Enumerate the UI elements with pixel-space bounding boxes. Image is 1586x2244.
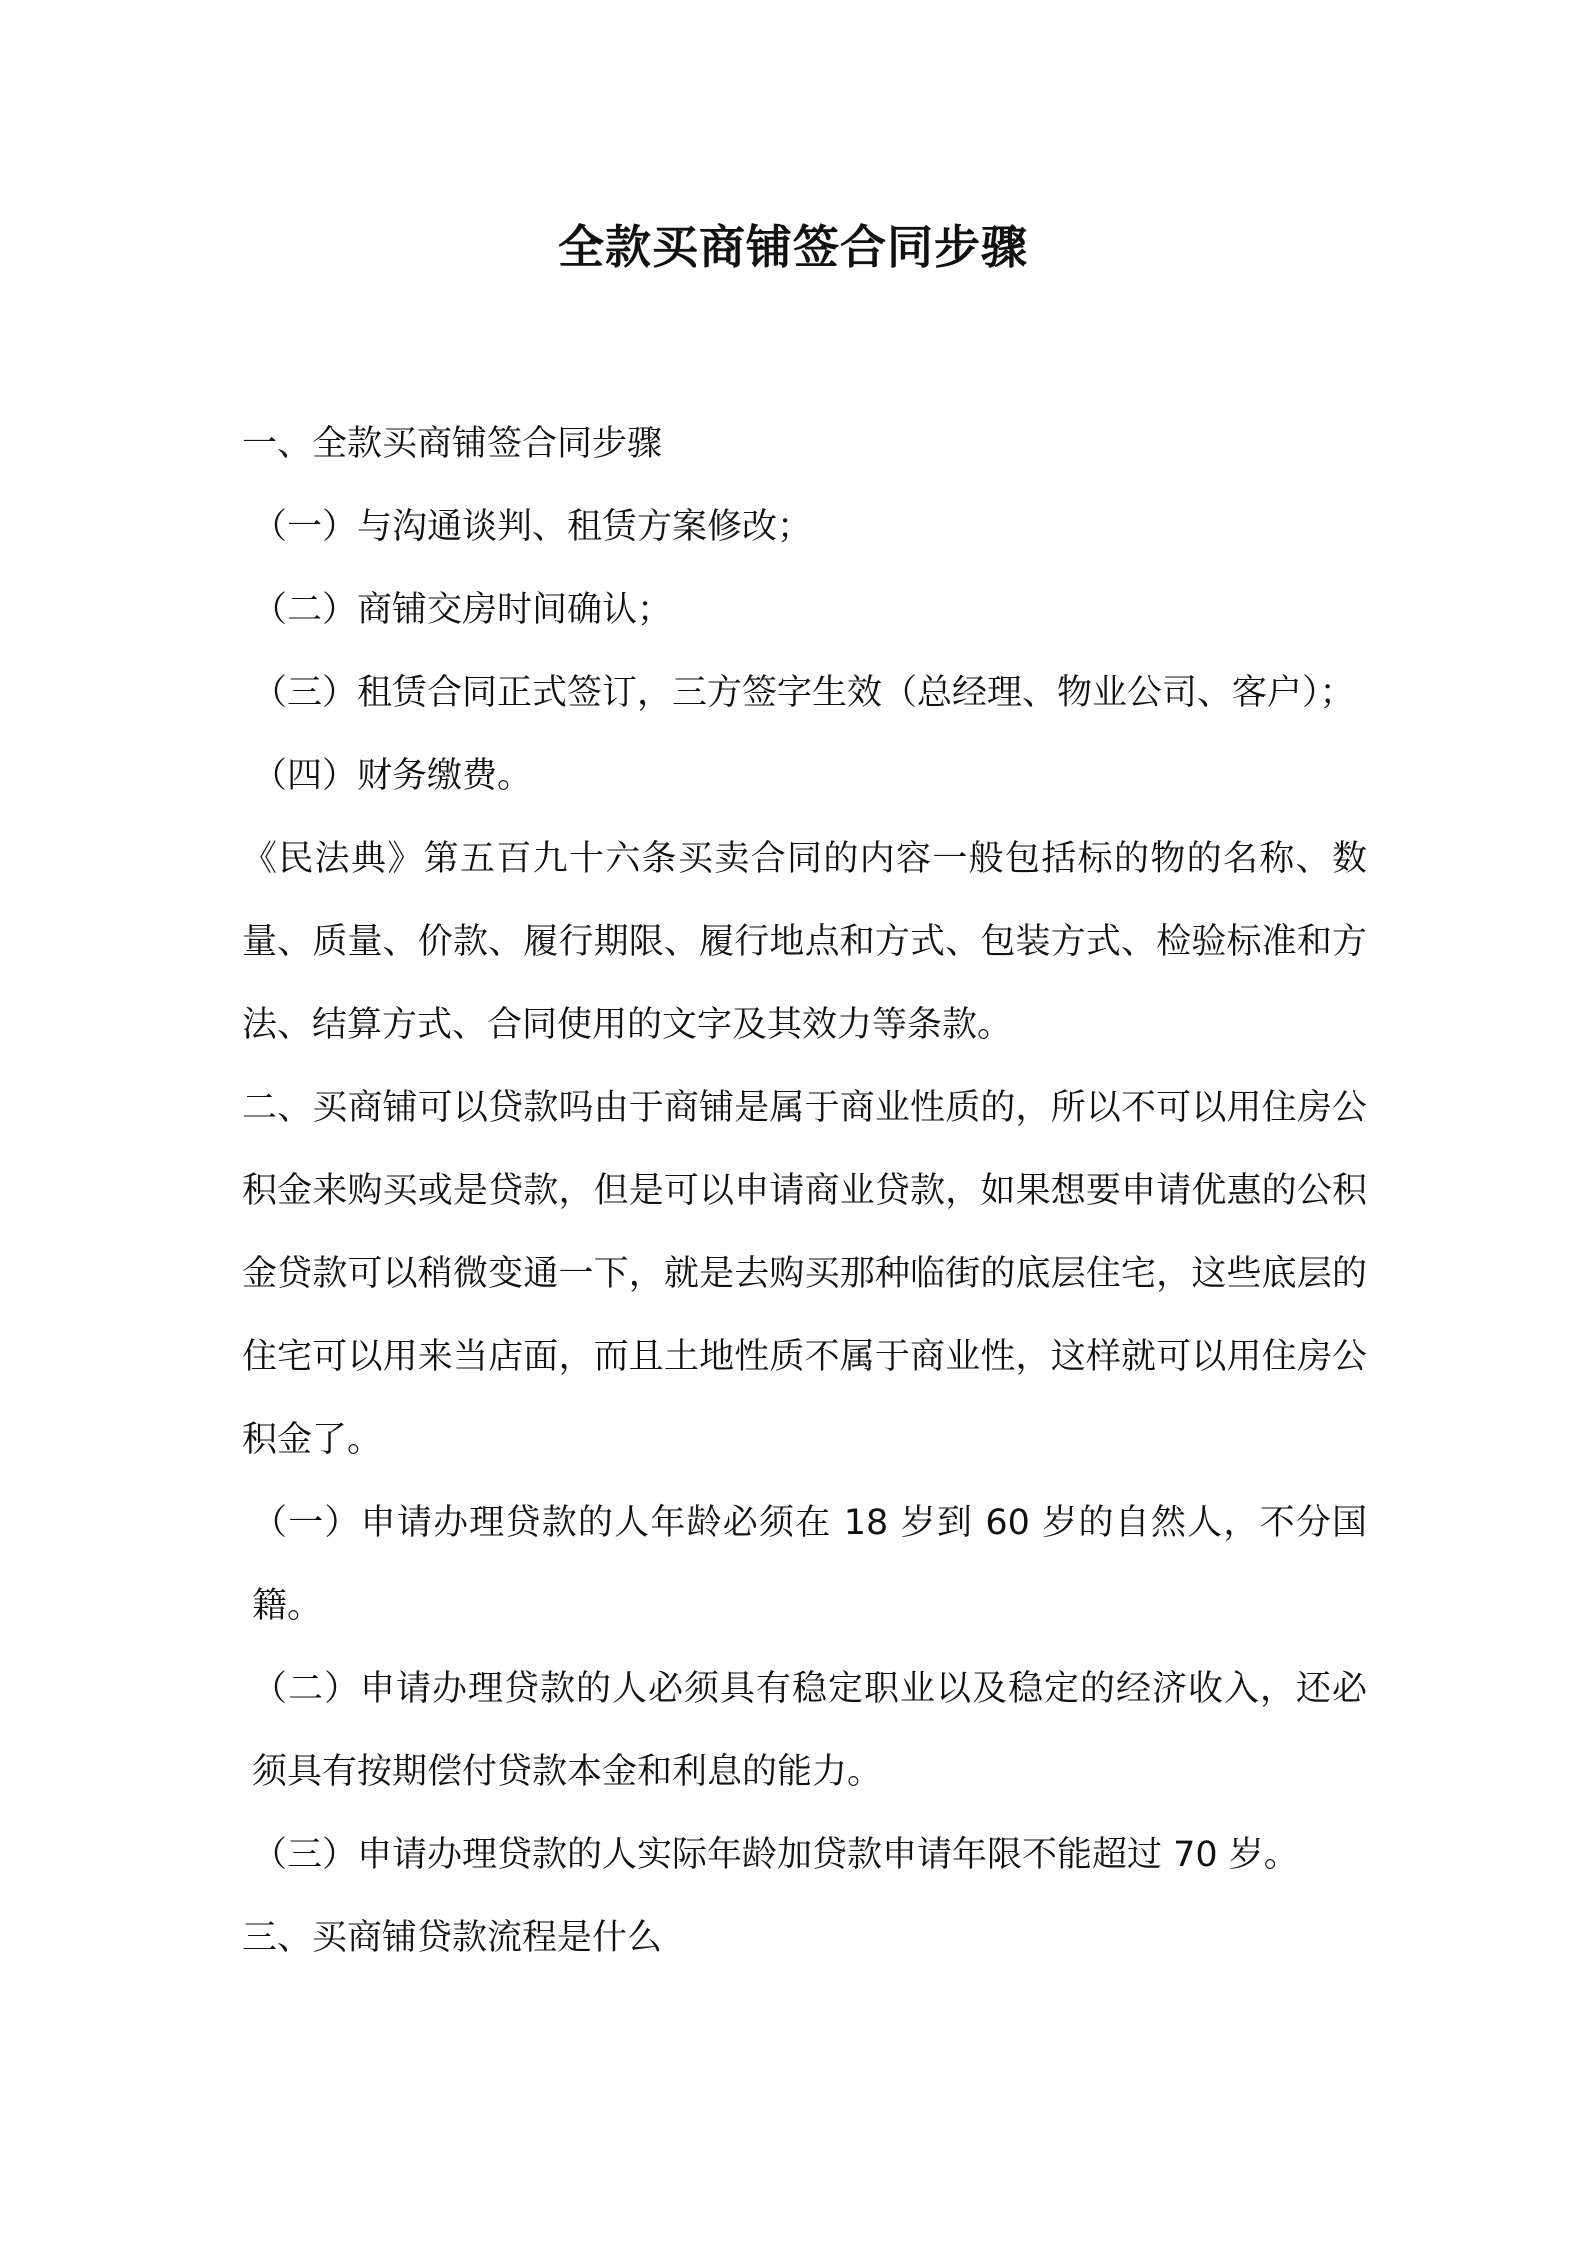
section-heading-3: 三、买商铺贷款流程是什么: [242, 1918, 663, 1958]
list-item: （四）财务缴费。: [252, 756, 533, 796]
document-title: 全款买商铺签合同步骤: [558, 220, 1028, 274]
list-item: （三）申请办理贷款的人实际年龄加贷款申请年限不能超过 70 岁。: [252, 1835, 1299, 1875]
section-heading-2-paragraph: 二、买商铺可以贷款吗由于商铺是属于商业性质的，所以不可以用住房公积金来购买或是贷款，但是可以申请商业贷款，如果想要申请优惠的公积金贷款可以稍微变通一下，就是去购买那种临街的底层住宅，这些底层的住宅可以用来当店面，而且土地性质不属于商业性，这样就可以用住房公积金了。: [242, 1088, 1367, 1460]
section-heading-1: 一、全款买商铺签合同步骤: [242, 424, 663, 464]
list-item: （一）与沟通谈判、租赁方案修改；: [252, 507, 813, 547]
legal-citation-paragraph: 《民法典》第五百九十六条买卖合同的内容一般包括标的物的名称、数量、质量、价款、履行期限、履行地点和方式、包装方式、检验标准和方法、结算方式、合同使用的文字及其效力等条款。: [242, 839, 1367, 1045]
list-item: （三）租赁合同正式签订，三方签字生效（总经理、物业公司、客户）；: [252, 673, 1355, 713]
list-item: （一）申请办理贷款的人年龄必须在 18 岁到 60 岁的自然人，不分国籍。: [252, 1503, 1367, 1626]
list-item: （二）商铺交房时间确认；: [252, 590, 673, 630]
list-item: （二）申请办理贷款的人必须具有稳定职业以及稳定的经济收入，还必须具有按期偿付贷款本金和利息的能力。: [252, 1669, 1367, 1792]
document-body: [242, 403, 1367, 1980]
